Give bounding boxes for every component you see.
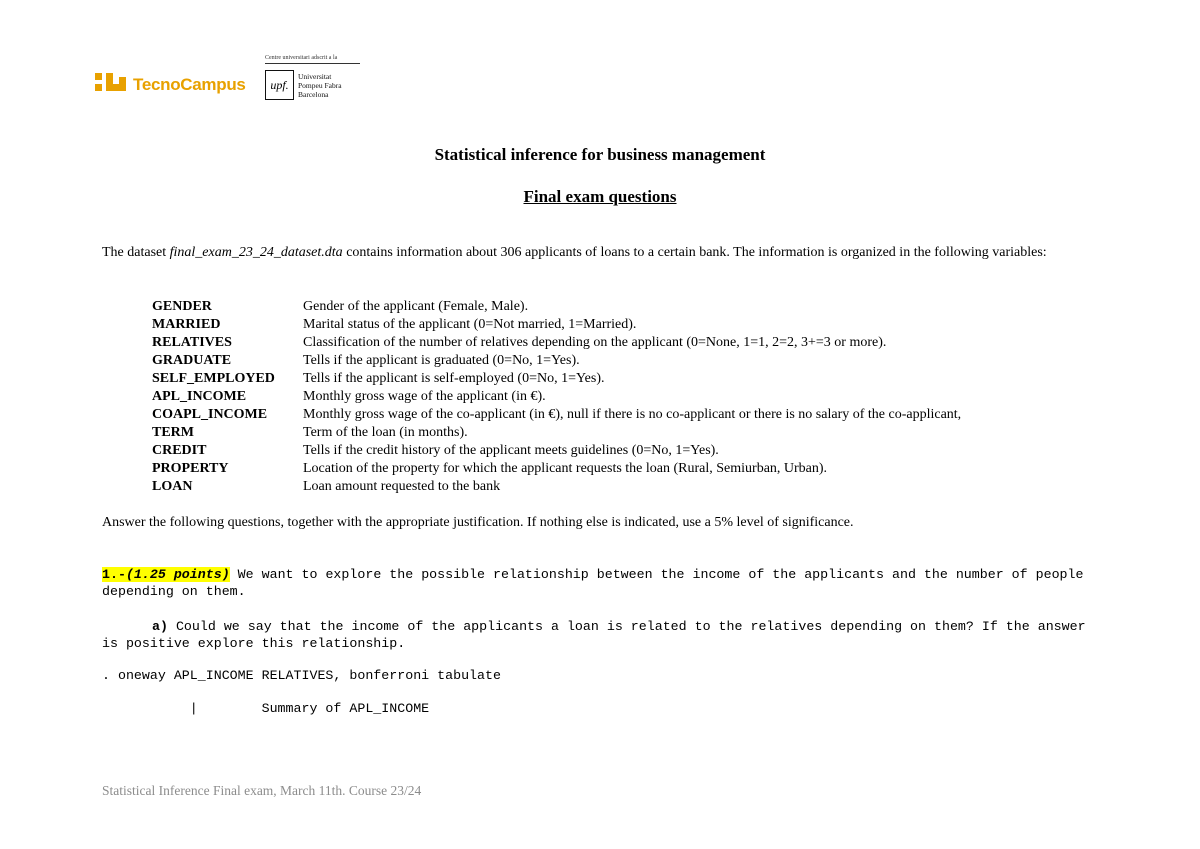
variable-description: Classification of the number of relatives depending on the applicant (0=None, 1=1, 2=2, 3+=3 or more). bbox=[303, 335, 887, 350]
variable-row bbox=[152, 442, 961, 460]
tecnocampus-logo bbox=[95, 73, 246, 97]
variable-row bbox=[152, 352, 961, 370]
variable-name: GENDER bbox=[152, 299, 212, 314]
variable-description: Term of the loan (in months). bbox=[303, 425, 468, 440]
variable-row bbox=[152, 298, 961, 316]
tecnocampus-name: TecnoCampus bbox=[133, 75, 246, 94]
variable-name: GRADUATE bbox=[152, 353, 232, 368]
variable-name: PROPERTY bbox=[152, 461, 229, 476]
variable-name: MARRIED bbox=[152, 317, 221, 332]
subquestion-text: Could we say that the income of the applicants a loan is related to the relatives depending on them? If the answer is positive explore this relationship. bbox=[102, 619, 1086, 651]
dataset-filename: final_exam_23_24_dataset.dta bbox=[169, 245, 343, 260]
variable-name: COAPL_INCOME bbox=[152, 407, 268, 422]
variable-description: Loan amount requested to the bank bbox=[303, 479, 501, 494]
variable-name: LOAN bbox=[152, 479, 193, 494]
upf-mark-icon: upf. bbox=[265, 70, 294, 100]
question-1 bbox=[102, 567, 1102, 600]
variable-row bbox=[152, 388, 961, 406]
upf-logo bbox=[265, 55, 360, 100]
variable-name: CREDIT bbox=[152, 443, 207, 458]
variable-description: Monthly gross wage of the applicant (in €). bbox=[303, 389, 546, 404]
variable-description: Location of the property for which the applicant requests the loan (Rural, Semiurban, Urban). bbox=[303, 461, 828, 476]
intro-text: The dataset bbox=[102, 245, 170, 260]
stata-command: . oneway APL_INCOME RELATIVES, bonferroni tabulate bbox=[102, 668, 501, 683]
variable-description: Tells if the credit history of the applicant meets guidelines (0=No, 1=Yes). bbox=[303, 443, 719, 458]
variable-description: Gender of the applicant (Female, Male). bbox=[303, 299, 529, 314]
variable-description: Monthly gross wage of the co-applicant (in €), null if there is no co-applicant or there is no salary of the co-applicant, bbox=[303, 407, 962, 422]
upf-name-line: Pompeu Fabra bbox=[298, 80, 342, 90]
upf-name-line: Barcelona bbox=[298, 89, 329, 99]
variable-name: SELF_EMPLOYED bbox=[152, 371, 275, 386]
variable-row bbox=[152, 334, 961, 352]
variable-row bbox=[152, 424, 961, 442]
document-subtitle: Final exam questions bbox=[523, 187, 677, 206]
question-text: We want to explore the possible relationship between the income of the applicants and the number of people depending on them. bbox=[102, 567, 1084, 599]
page-footer: Statistical Inference Final exam, March 11th. Course 23/24 bbox=[102, 783, 422, 798]
stata-output-header: | Summary of APL_INCOME bbox=[102, 701, 430, 716]
question-number: 1.- bbox=[102, 567, 126, 582]
intro-text: contains information about 306 applicants of loans to a certain bank. The information is organized in the following variables: bbox=[342, 245, 1047, 260]
instructions-paragraph: Answer the following questions, together with the appropriate justification. If nothing else is indicated, use a 5% level of significance. bbox=[102, 515, 854, 530]
intro-paragraph bbox=[102, 244, 1102, 262]
variable-row bbox=[152, 478, 961, 496]
variables-list bbox=[152, 298, 961, 496]
variable-description: Tells if the applicant is graduated (0=No, 1=Yes). bbox=[303, 353, 580, 368]
upf-caption: Centre universitari adscrit a la bbox=[265, 55, 360, 64]
variable-name: TERM bbox=[152, 425, 194, 440]
variable-name: RELATIVES bbox=[152, 335, 232, 350]
subquestion-label: a) bbox=[152, 619, 168, 634]
variable-name: APL_INCOME bbox=[152, 389, 247, 404]
document-title: Statistical inference for business management bbox=[434, 145, 766, 164]
variable-description: Tells if the applicant is self-employed (0=No, 1=Yes). bbox=[303, 371, 605, 386]
variable-row bbox=[152, 316, 961, 334]
variable-row bbox=[152, 460, 961, 478]
question-points: (1.25 points) bbox=[125, 567, 230, 582]
upf-name-line: Universitat bbox=[298, 71, 332, 81]
variable-row bbox=[152, 370, 961, 388]
question-1a bbox=[102, 619, 1102, 652]
variable-description: Marital status of the applicant (0=Not married, 1=Married). bbox=[303, 317, 637, 332]
tecnocampus-mark-icon bbox=[95, 73, 127, 97]
variable-row bbox=[152, 406, 961, 424]
